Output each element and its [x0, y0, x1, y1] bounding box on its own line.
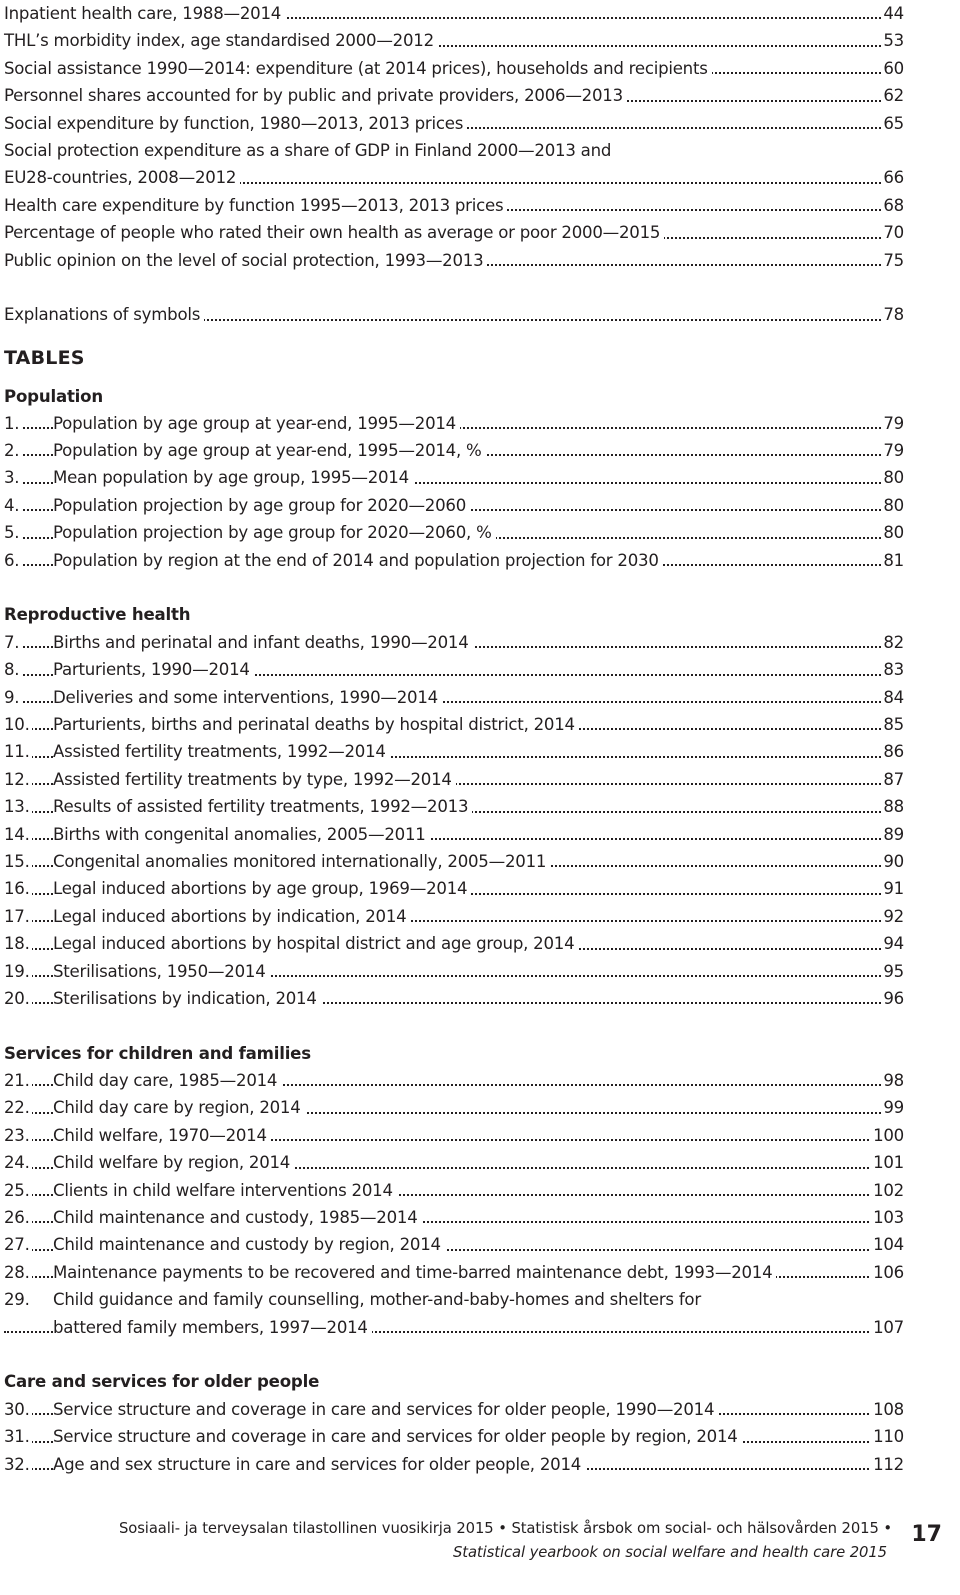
- toc-entry[interactable]: [4, 55, 904, 82]
- toc-entry[interactable]: [4, 1423, 904, 1450]
- toc-entry[interactable]: [4, 1067, 904, 1094]
- entry-title: Births with congenital anomalies, 2005—2011: [53, 821, 430, 848]
- entry-page: 106: [871, 1259, 904, 1286]
- toc-entry[interactable]: [4, 1396, 904, 1423]
- entry-number: 15.: [4, 848, 32, 875]
- entry-title: Population projection by age group for 2020—2060: [53, 492, 470, 519]
- entry-title: Congenital anomalies monitored internationally, 2005—2011: [53, 848, 550, 875]
- entry-title: Legal induced abortions by indication, 2014: [53, 903, 410, 930]
- entry-title: Explanations of symbols: [4, 301, 204, 328]
- entry-page: 98: [881, 1067, 904, 1094]
- toc-entry[interactable]: [4, 1204, 904, 1231]
- entry-number: 28.: [4, 1259, 32, 1286]
- entry-page: 44: [881, 0, 904, 27]
- tables-heading: TABLES: [4, 346, 85, 369]
- entry-title-continued: battered family members, 1997—2014: [53, 1314, 372, 1341]
- entry-title: Child welfare by region, 2014: [53, 1149, 294, 1176]
- entry-number: 30.: [4, 1396, 32, 1423]
- toc-entry[interactable]: [4, 547, 904, 574]
- entry-page: 92: [881, 903, 904, 930]
- entry-number: 14.: [4, 821, 32, 848]
- toc-entry[interactable]: [4, 711, 904, 738]
- entry-page: 65: [881, 110, 904, 137]
- entry-title: Service structure and coverage in care and services for older people, 1990—2014: [53, 1396, 718, 1423]
- toc-entry[interactable]: [4, 464, 904, 491]
- entry-number: 32.: [4, 1451, 32, 1478]
- entry-page: 102: [871, 1177, 904, 1204]
- entry-page: 80: [881, 519, 904, 546]
- figures-list: [4, 0, 904, 274]
- entry-number: 9.: [4, 684, 21, 711]
- toc-entry[interactable]: [4, 629, 904, 656]
- entry-page: 87: [881, 766, 904, 793]
- footer-title-fi-sv: Sosiaali- ja terveysalan tilastollinen vuosikirja 2015 • Statistisk årsbok om social- och hälsovården 2015 •: [118, 1520, 892, 1537]
- entry-page: 107: [871, 1314, 904, 1341]
- explanations-entry[interactable]: [4, 301, 904, 328]
- entry-title: Child day care by region, 2014: [53, 1094, 305, 1121]
- entry-title: Service structure and coverage in care and services for older people by region, 2014: [53, 1423, 742, 1450]
- entry-page: 80: [881, 492, 904, 519]
- toc-entry[interactable]: [4, 219, 904, 246]
- entry-number: 8.: [4, 656, 21, 683]
- entry-number: 7.: [4, 629, 21, 656]
- entry-title: Inpatient health care, 1988—2014: [4, 0, 285, 27]
- entry-title: Maintenance payments to be recovered and time-barred maintenance debt, 1993—2014: [53, 1259, 776, 1286]
- entry-title: Child maintenance and custody, 1985—2014: [53, 1204, 422, 1231]
- entry-page: 79: [881, 437, 904, 464]
- toc-entry[interactable]: [4, 1451, 904, 1478]
- entry-page: 75: [881, 247, 904, 274]
- toc-entry[interactable]: [4, 1149, 904, 1176]
- entry-title: Social protection expenditure as a share of GDP in Finland 2000—2013 and: [4, 137, 615, 164]
- toc-entry-continued[interactable]: [4, 1314, 904, 1341]
- entry-page: 60: [881, 55, 904, 82]
- entry-page: 101: [871, 1149, 904, 1176]
- entry-title: Public opinion on the level of social protection, 1993—2013: [4, 247, 487, 274]
- entry-page: 62: [881, 82, 904, 109]
- entry-title: Parturients, 1990—2014: [53, 656, 254, 683]
- entry-page: 82: [881, 629, 904, 656]
- entry-title: THL’s morbidity index, age standardised 2000—2012: [4, 27, 438, 54]
- entry-number: 31.: [4, 1423, 32, 1450]
- entry-title: Births and perinatal and infant deaths, 1990—2014: [53, 629, 473, 656]
- toc-entry[interactable]: [4, 656, 904, 683]
- entry-page: 108: [871, 1396, 904, 1423]
- section-heading: Care and services for older people: [4, 1372, 320, 1392]
- entry-number: 21.: [4, 1067, 32, 1094]
- toc-entry[interactable]: [4, 519, 904, 546]
- entry-title: Child maintenance and custody by region, 2014: [53, 1231, 445, 1258]
- entry-title: Results of assisted fertility treatments, 1992—2013: [53, 793, 472, 820]
- entry-page: 84: [881, 684, 904, 711]
- entry-number: 4.: [4, 492, 21, 519]
- entry-title: Sterilisations, 1950—2014: [53, 958, 270, 985]
- toc-entry[interactable]: [4, 958, 904, 985]
- toc-entry[interactable]: [4, 410, 904, 437]
- toc-entry[interactable]: [4, 875, 904, 902]
- entry-title: Legal induced abortions by age group, 1969—2014: [53, 875, 471, 902]
- entry-title-continued: EU28-countries, 2008—2012: [4, 164, 240, 191]
- entry-number: 12.: [4, 766, 32, 793]
- entry-page: 81: [881, 547, 904, 574]
- toc-entry[interactable]: [4, 930, 904, 957]
- entry-title: Parturients, births and perinatal deaths by hospital district, 2014: [53, 711, 579, 738]
- entry-number: 11.: [4, 738, 32, 765]
- toc-entry[interactable]: [4, 738, 904, 765]
- entry-page: 99: [881, 1094, 904, 1121]
- entry-number: 18.: [4, 930, 32, 957]
- entry-number: 6.: [4, 547, 21, 574]
- entry-page: 83: [881, 656, 904, 683]
- toc-entry[interactable]: [4, 684, 904, 711]
- entry-page: 90: [881, 848, 904, 875]
- entry-number: 29.: [4, 1286, 32, 1313]
- entry-title: Assisted fertility treatments by type, 1992—2014: [53, 766, 456, 793]
- entry-title: Population by region at the end of 2014 and population projection for 2030: [53, 547, 663, 574]
- entry-title: Population by age group at year-end, 1995—2014, %: [53, 437, 486, 464]
- entry-number: 19.: [4, 958, 32, 985]
- toc-entry[interactable]: [4, 848, 904, 875]
- table-of-contents: [4, 0, 904, 1478]
- entry-title: Health care expenditure by function 1995—2013, 2013 prices: [4, 192, 507, 219]
- toc-entry[interactable]: [4, 1177, 904, 1204]
- entry-title: Child welfare, 1970—2014: [53, 1122, 271, 1149]
- entry-title: Social expenditure by function, 1980—2013, 2013 prices: [4, 110, 467, 137]
- toc-entry[interactable]: [4, 766, 904, 793]
- entry-title: Child day care, 1985—2014: [53, 1067, 281, 1094]
- entry-page: 66: [881, 164, 904, 191]
- entry-number: 22.: [4, 1094, 32, 1121]
- entry-number: 1.: [4, 410, 21, 437]
- entry-title: Age and sex structure in care and services for older people, 2014: [53, 1451, 585, 1478]
- entry-title: Social assistance 1990—2014: expenditure (at 2014 prices), households and recipients: [4, 55, 712, 82]
- entry-title: Child guidance and family counselling, mother-and-baby-homes and shelters for: [53, 1286, 705, 1313]
- entry-number: 20.: [4, 985, 32, 1012]
- entry-number: 16.: [4, 875, 32, 902]
- toc-entry[interactable]: [4, 27, 904, 54]
- toc-entry[interactable]: [4, 437, 904, 464]
- section-heading: Services for children and families: [4, 1043, 311, 1063]
- entry-page: 110: [871, 1423, 904, 1450]
- toc-entry[interactable]: [4, 492, 904, 519]
- entry-page: 86: [881, 738, 904, 765]
- toc-entry[interactable]: [4, 793, 904, 820]
- entry-title: Personnel shares accounted for by public and private providers, 2006—2013: [4, 82, 627, 109]
- entry-number: 26.: [4, 1204, 32, 1231]
- entry-number: 5.: [4, 519, 21, 546]
- entry-title: Sterilisations by indication, 2014: [53, 985, 321, 1012]
- toc-entry[interactable]: [4, 192, 904, 219]
- entry-page: 112: [871, 1451, 904, 1478]
- toc-entry[interactable]: [4, 985, 904, 1012]
- entry-page: 95: [881, 958, 904, 985]
- entry-title: Assisted fertility treatments, 1992—2014: [53, 738, 390, 765]
- toc-entry[interactable]: [4, 903, 904, 930]
- toc-entry[interactable]: [4, 1259, 904, 1286]
- toc-entry-continued[interactable]: [4, 164, 904, 191]
- entry-page: 91: [881, 875, 904, 902]
- entry-title: Population projection by age group for 2020—2060, %: [53, 519, 496, 546]
- entry-title: Percentage of people who rated their own health as average or poor 2000—2015: [4, 219, 664, 246]
- entry-page: 80: [881, 464, 904, 491]
- toc-entry[interactable]: [4, 1094, 904, 1121]
- entry-number: 27.: [4, 1231, 32, 1258]
- entry-page: 89: [881, 821, 904, 848]
- tables-sections: [4, 383, 904, 1478]
- entry-title: Legal induced abortions by hospital district and age group, 2014: [53, 930, 578, 957]
- entry-title: Mean population by age group, 1995—2014: [53, 464, 413, 491]
- entry-title: Deliveries and some interventions, 1990—2014: [53, 684, 442, 711]
- entry-title: Population by age group at year-end, 1995—2014: [53, 410, 460, 437]
- entry-page: 94: [881, 930, 904, 957]
- entry-title: Clients in child welfare interventions 2014: [53, 1177, 397, 1204]
- entry-page: 68: [881, 192, 904, 219]
- entry-page: 104: [871, 1231, 904, 1258]
- page-number: 17: [911, 1522, 942, 1547]
- entry-number: 13.: [4, 793, 32, 820]
- entry-page: 103: [871, 1204, 904, 1231]
- toc-entry[interactable]: [4, 110, 904, 137]
- entry-number: 24.: [4, 1149, 32, 1176]
- entry-page: 85: [881, 711, 904, 738]
- entry-page: 53: [881, 27, 904, 54]
- toc-entry-line[interactable]: [4, 137, 904, 164]
- entry-number: 25.: [4, 1177, 32, 1204]
- entry-page: 100: [871, 1122, 904, 1149]
- entry-number: 3.: [4, 464, 21, 491]
- toc-entry[interactable]: [4, 821, 904, 848]
- entry-page: 79: [881, 410, 904, 437]
- toc-entry[interactable]: [4, 247, 904, 274]
- entry-number: 10.: [4, 711, 32, 738]
- footer-title-en: Statistical yearbook on social welfare and health care 2015: [452, 1544, 887, 1561]
- entry-number: 23.: [4, 1122, 32, 1149]
- section-heading: Reproductive health: [4, 605, 191, 625]
- toc-entry[interactable]: [4, 1122, 904, 1149]
- entry-page: 88: [881, 793, 904, 820]
- entry-page: 78: [881, 301, 904, 328]
- entry-number: 2.: [4, 437, 21, 464]
- toc-entry[interactable]: [4, 1231, 904, 1258]
- toc-entry[interactable]: [4, 82, 904, 109]
- page-footer: [0, 1520, 960, 1580]
- entry-page: 70: [881, 219, 904, 246]
- toc-entry-line[interactable]: [4, 1286, 904, 1313]
- section-heading: Population: [4, 386, 103, 406]
- entry-number: 17.: [4, 903, 32, 930]
- entry-page: 96: [881, 985, 904, 1012]
- toc-entry[interactable]: [4, 0, 904, 27]
